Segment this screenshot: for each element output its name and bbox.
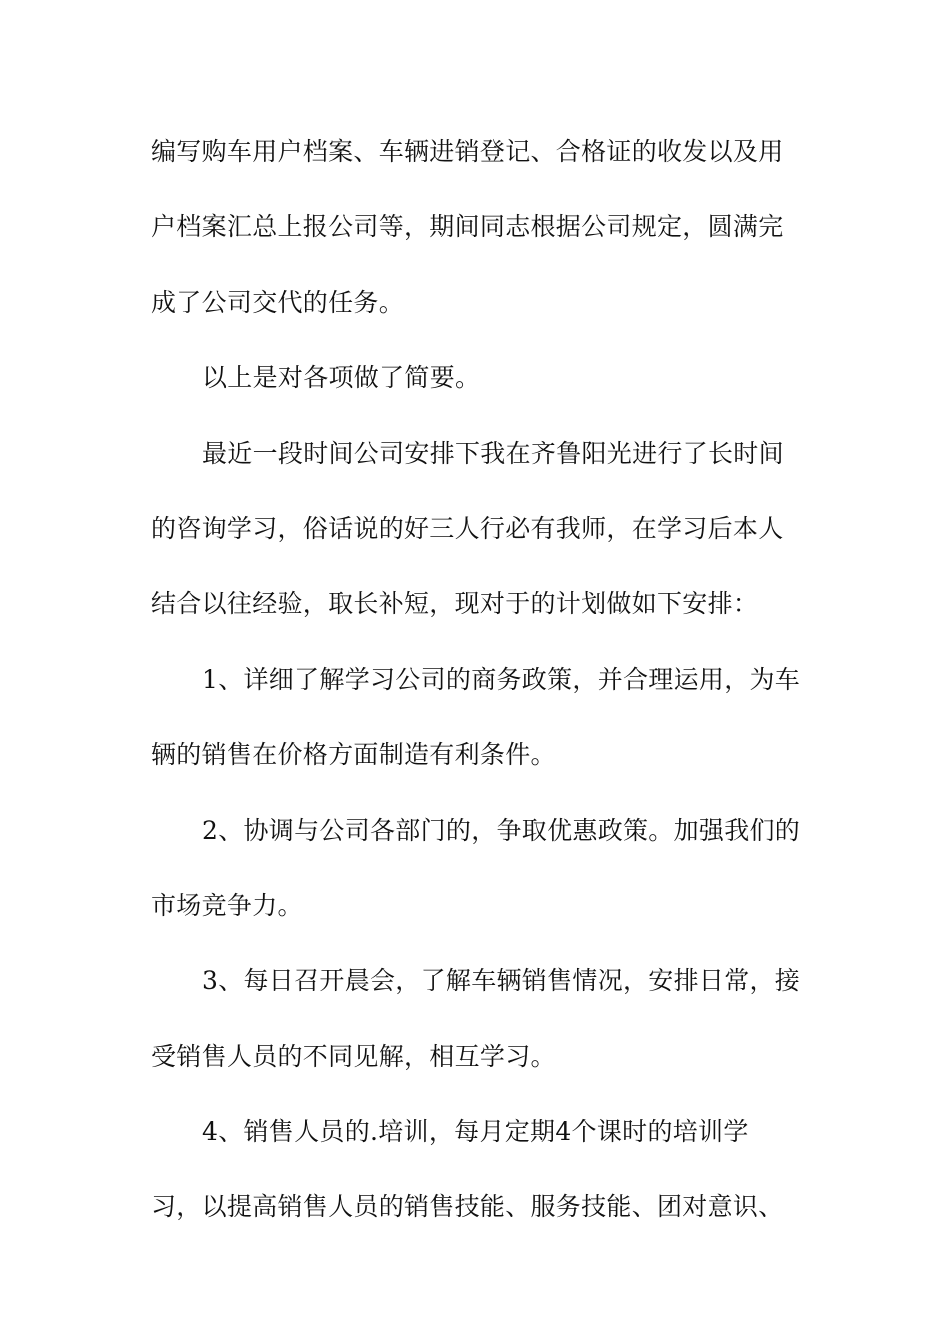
text-line: 市场竞争力。: [151, 890, 303, 920]
text-line: 辆的销售在价格方面制造有利条件。: [151, 740, 556, 770]
text-line: 结合以往经验，取长补短，现对于的计划做如下安排：: [151, 589, 759, 619]
plan-item-4: 4、销售人员的.培训，每月定期4个课时的培训学: [202, 1117, 749, 1147]
plan-item-3: 3、每日召开晨会，了解车辆销售情况，安排日常，接: [202, 966, 801, 996]
text-line: 的咨询学习，俗话说的好三人行必有我师，在学习后本人: [151, 513, 784, 543]
plan-item-1: 1、详细了解学习公司的商务政策，并合理运用，为车: [202, 664, 801, 694]
paragraph-plan-intro: 最近一段时间公司安排下我在齐鲁阳光进行了长时间: [202, 438, 784, 468]
paragraph-summary: 以上是对各项做了简要。: [202, 363, 481, 393]
text-line: 习，以提高销售人员的销售技能、服务技能、团对意识、: [151, 1192, 784, 1222]
text-line: 编写购车用户档案、车辆进销登记、合格证的收发以及用: [151, 137, 784, 166]
document-body: [151, 130, 811, 1261]
text-line: 户档案汇总上报公司等，期间同志根据公司规定，圆满完: [151, 212, 784, 242]
text-line: 成了公司交代的任务。: [151, 287, 405, 317]
text-line: 受销售人员的不同见解，相互学习。: [151, 1041, 556, 1071]
plan-item-2: 2、协调与公司各部门的，争取优惠政策。加强我们的: [202, 815, 801, 845]
